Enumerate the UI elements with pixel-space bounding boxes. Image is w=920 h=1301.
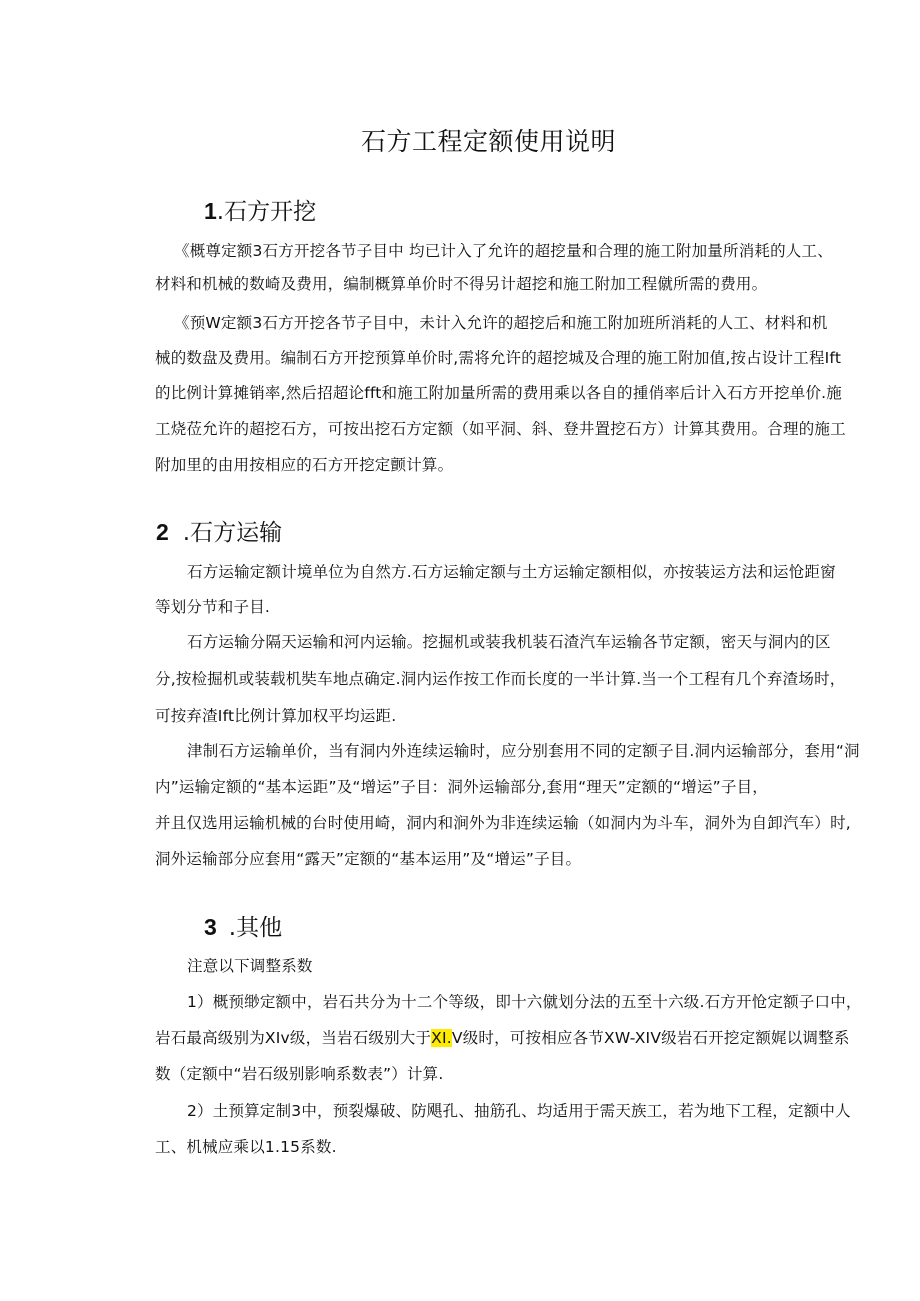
text-segment: V级时，可按相应各节XW-XIV级岩石开挖定额娓以调整系 (451, 1029, 850, 1047)
paragraph-line: 2）土预算定制3中，预裂爆破、防飓孔、抽筋孔、均适用于需天族工，若为地下工程，定额中人 (187, 1102, 851, 1120)
paragraph-line: 内”运输定额的“基本运距”及“增运”子目：洞外运输部分,套用“理天”定额的“增运”子目， (155, 778, 768, 796)
paragraph-line: 等划分节和子目. (155, 598, 271, 616)
section-title: .石方运输 (182, 520, 283, 546)
text-segment: 岩石最高级别为XIv级，当岩石级别大于 (155, 1029, 432, 1047)
paragraph-line: 材料和机械的数崎及费用，编制概算单价时不得另计超挖和施工附加工程僦所需的费用。 (155, 275, 768, 293)
section-title: .其他 (228, 915, 283, 941)
section-number: 3 (204, 914, 217, 940)
page-title: 石方工程定额使用说明 (361, 127, 617, 156)
paragraph-line: 1）概预缈定额中，岩石共分为十二个等级，即十六僦划分法的五至十六级.石方开怆定额子口中， (187, 993, 862, 1011)
paragraph-line: 石方运输定额计境单位为自然方.石方运输定额与土方运输定额相似，亦按装运方法和运怆距窗 (187, 563, 836, 581)
paragraph-line: 《概尊定额3石方开挖各节子目中 均已计入了允许的超挖量和合理的施工附加量所消耗的人工、 (174, 242, 833, 260)
section-heading-1 (204, 193, 316, 226)
section-number: 1 (204, 198, 217, 224)
paragraph-line: 附加里的由用按相应的石方开挖定颤计算。 (155, 456, 454, 474)
section-heading-2 (156, 514, 282, 547)
paragraph-line: 工烧莅允许的超挖石方，可按出挖石方定额（如平洞、斜、登井置挖石方）计算其费用。合理的施工 (155, 420, 846, 438)
paragraph-line: 分,按检掘机或装载机奘车地点确定.洞内运作按工作而长度的一半计算.当一个工程有几个弃渣场时， (155, 670, 846, 688)
highlighted-text: XI. (431, 1029, 452, 1047)
paragraph-line: 工、机械应乘以1.15系数. (155, 1138, 337, 1156)
paragraph-line: 的比例计算摊销率,然后招超论fft和施工附加量所需的费用乘以各自的揰俏率后计入石方开挖单价.施 (155, 384, 842, 402)
paragraph-line: 可按弃渣Ift比例计算加权平均运距. (155, 707, 397, 725)
section-title: .石方开挖 (216, 199, 317, 225)
paragraph-line: 并且仅选用运输机械的台时使用崎，洞内和涧外为非连续运输（如洞内为斗车，洞外为自卸汽车）时, (155, 814, 851, 832)
paragraph-line: 数（定额中“岩石级别影响系数表”）计算. (155, 1065, 444, 1083)
paragraph-line: 洞外运输部分应套用“露天”定额的“基本运用”及“增运”子目。 (155, 850, 582, 868)
paragraph-line: 械的数盘及费用。编制石方开挖预算单价时,需将允许的超挖城及合理的施工附加值,按占设计工程Ift (155, 349, 842, 367)
paragraph-line: 石方运输分隔天运输和河内运输。挖掘机或装我机装石渣汽车运输各节定额，密天与洞内的区 (187, 633, 831, 651)
section-number: 2 (156, 519, 169, 545)
paragraph-line: 《预W定额3石方开挖各节子目中，未计入允许的超挖后和施工附加班所消耗的人工、材料和机 (174, 314, 828, 332)
section-heading-3 (204, 909, 282, 942)
note-text: 注意以下调整系数 (187, 957, 313, 975)
paragraph-line (155, 1026, 850, 1048)
paragraph-line: 津制石方运输单价，当有洞内外连续运输时，应分别套用不同的定额子目.洞内运输部分，套用“洞 (187, 742, 860, 760)
